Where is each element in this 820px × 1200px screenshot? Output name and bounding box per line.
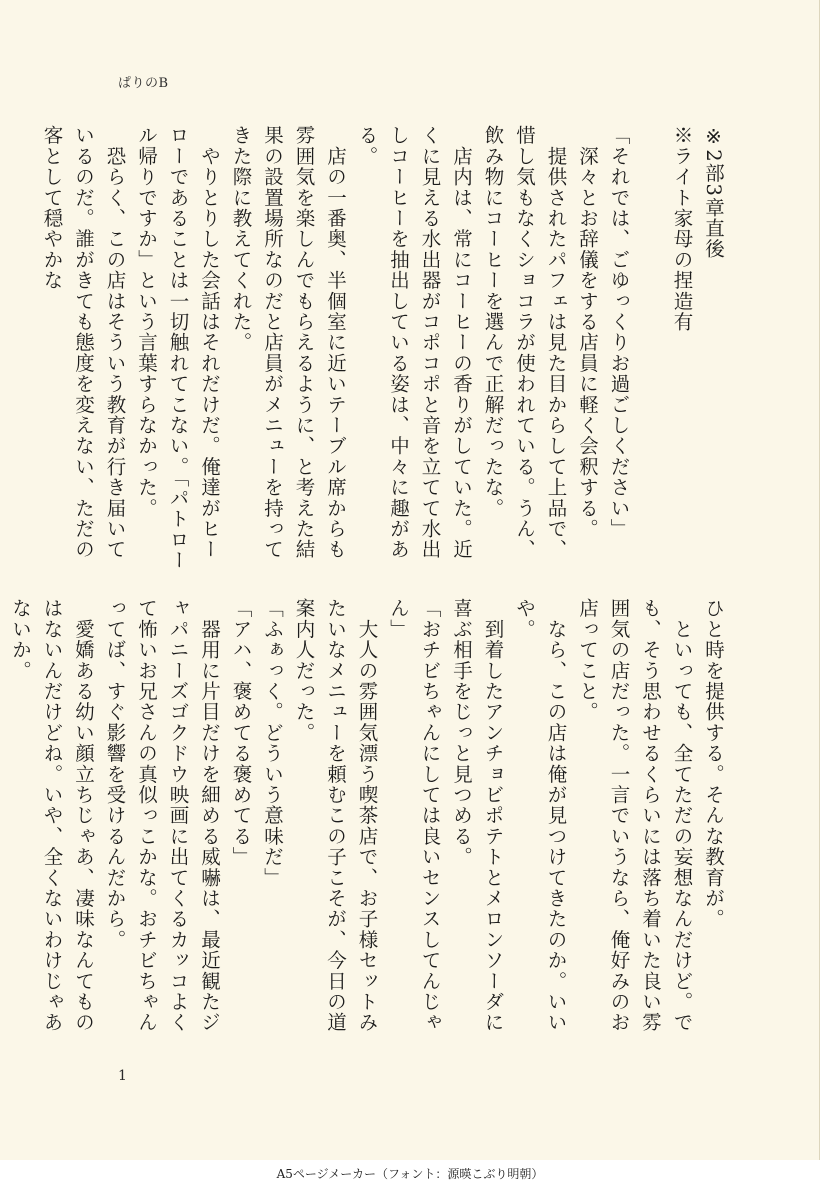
paragraph: 店内は、常にコーヒーの香りがしていた。近くに見える水出器がコポコポと音を立てて水出しコーヒーを抽出している姿は、中々に趣がある。 xyxy=(355,125,473,560)
paragraph: 愛嬌ある幼い顔立ちじゃあ、凄味なんてものはないんだけどね。いや、全くないわけじゃあないか。 xyxy=(9,598,95,1033)
paragraph: 器用に片目だけを細める威嚇は、最近観たジャパニーズゴクドウ映画に出てくるカッコよくて怖いお兄さんの真似っこかな。おチビちゃんってば、すぐ影響を受けるんだから。 xyxy=(103,598,221,1033)
paragraph: 提供されたパフェは見た目からして上品で、惜し気もなくショコラが使われている。うん、飲み物にコーヒーを選んで正解だったな。 xyxy=(481,125,568,560)
paragraph xyxy=(635,125,667,575)
paragraph: 店の一番奥、半個室に近いテーブル席からも雰囲気を楽しんでもらえるように、と考えた結果の設置場所なのだと店員がメニューを持ってきた際に教えてくれた。 xyxy=(229,125,347,560)
paragraph: 恐らく、この店はそういう教育が行き届いているのだ。誰がきても態度を変えない、ただの客として穏やかな xyxy=(40,125,127,560)
page-header: ぱりのB xyxy=(118,76,169,91)
paragraph: ※2部3章直後 xyxy=(702,125,725,260)
paragraph: 深々とお辞儀をする店員に軽く会釈する。 xyxy=(576,125,599,539)
text-column-top xyxy=(36,125,729,575)
paragraph: ひと時を提供する。そんな教育が。 xyxy=(702,598,725,930)
text-column-bottom xyxy=(0,598,729,1048)
footer-caption: A5ページメーカー（フォント：源暎こぶり明朝） xyxy=(276,1167,544,1181)
paragraph: やりとりした会話はそれだけだ。俺達がヒーローであることは一切触れてこない。「パトロール帰りですか」という言葉すらなかった。 xyxy=(135,125,221,571)
paragraph: 到着したアンチョビポテトとメロンソーダに喜ぶ相手をじっと見つめる。 xyxy=(450,598,505,1033)
paragraph: といっても、全てただの妄想なんだけど。でも、そう思わせるくらいには落ち着いた良い雰囲気の店だった。一言でいうなら、俺好みのお店ってこと。 xyxy=(576,598,694,1033)
paragraph: 「それでは、ごゆっくりお過ごしください」 xyxy=(607,125,631,539)
paragraph: ※ライト家母の捏造有 xyxy=(670,125,694,332)
paragraph: 「アハ、褒めてる褒めてる」 xyxy=(229,598,253,868)
paragraph xyxy=(0,598,5,1048)
paragraph: 「おチビちゃんにしては良いセンスしてんじゃん」 xyxy=(387,598,442,1033)
paragraph: 大人の雰囲気漂う喫茶店で、お子様セットみたいなメニューを頼むこの子こそが、今日の道案内人だった。 xyxy=(292,598,379,1033)
page-number: 1 xyxy=(118,1068,127,1084)
paragraph: なら、この店は俺が見つけてきたのか。いいや。 xyxy=(513,598,568,1033)
paragraph: 「ふぁっく。どういう意味だ」 xyxy=(261,598,284,888)
